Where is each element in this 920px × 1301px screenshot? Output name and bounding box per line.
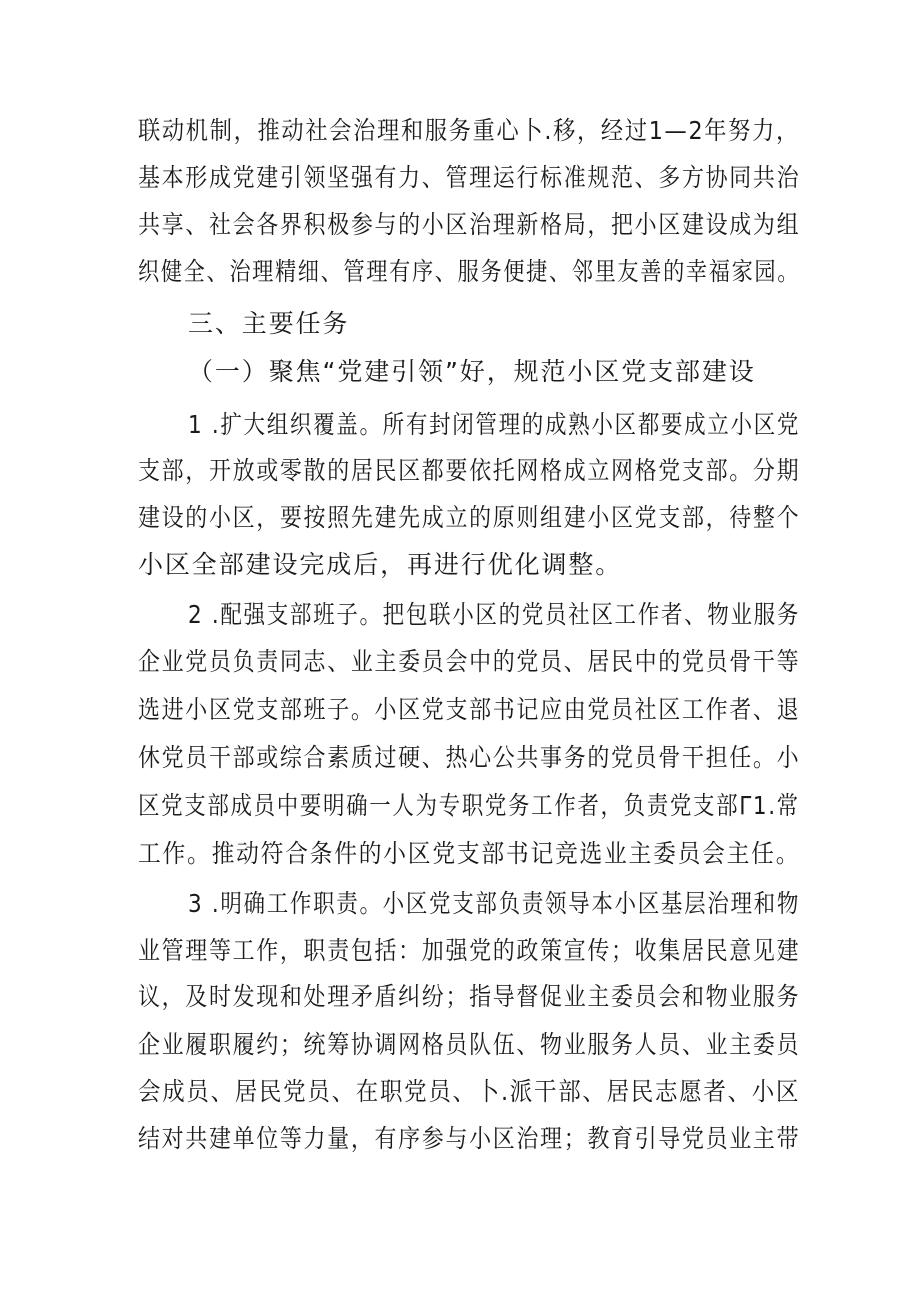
text-line: 企业党员负责同志、业主委员会中的党员、居民中的党员骨干等 xyxy=(138,647,801,676)
text-line: 会成员、居民党员、在职党员、卜.派干部、居民志愿者、小区 xyxy=(138,1077,801,1106)
text-line: 休党员干部或综合素质过硬、热心公共事务的党员骨干担任。小 xyxy=(138,743,801,772)
text-line: 支部，开放或零散的居民区都要依托网格成立网格党支部。分期 xyxy=(138,456,801,485)
text-line: 选进小区党支部班子。小区党支部书记应由党员社区工作者、退 xyxy=(138,695,801,724)
text-line: 企业履职履约；统筹协调网格员队伍、物业服务人员、业主委员 xyxy=(138,1030,801,1059)
text-line: 3 .明确工作职责。小区党支部负责领导本小区基层治理和物 xyxy=(188,889,801,918)
text-line: 建设的小区，要按照先建先成立的原则组建小区党支部，待整个 xyxy=(138,503,801,532)
section-heading: 三、主要任务 xyxy=(188,309,350,338)
text-line: 共享、社会各界积极参与的小区治理新格局，把小区建设成为组 xyxy=(138,210,801,239)
text-line: 区党支部成员中要明确一人为专职党务工作者，负责党支部Γ1.常 xyxy=(138,791,800,820)
text-line: 结对共建单位等力量，有序参与小区治理；教育引导党员业主带 xyxy=(138,1124,801,1153)
text-line: 小区全部建设完成后，再进行优化调整。 xyxy=(138,550,623,579)
text-line: 织健全、治理精细、管理有序、服务便捷、邻里友善的幸福家园。 xyxy=(138,257,801,286)
text-line: 1 .扩大组织覆盖。所有封闭管理的成熟小区都要成立小区党 xyxy=(188,410,801,439)
text-line: 联动机制，推动社会治理和服务重心卜.移，经过1—2年努力， xyxy=(138,116,800,145)
text-line: 业管理等工作，职责包括：加强党的政策宣传；收集居民意见建 xyxy=(138,936,801,965)
text-line: 议，及时发现和处理矛盾纠纷；指导督促业主委员会和物业服务 xyxy=(138,982,801,1011)
text-line: 2 .配强支部班子。把包联小区的党员社区工作者、物业服务 xyxy=(188,600,801,629)
text-line: 基本形成党建引领坚强有力、管理运行标准规范、多方协同共治 xyxy=(138,163,801,192)
text-line: 工作。推动符合条件的小区党支部书记竞选业主委员会主任。 xyxy=(138,839,801,868)
subsection-heading: （一）聚焦“党建引领”好，规范小区党支部建设 xyxy=(188,357,756,386)
